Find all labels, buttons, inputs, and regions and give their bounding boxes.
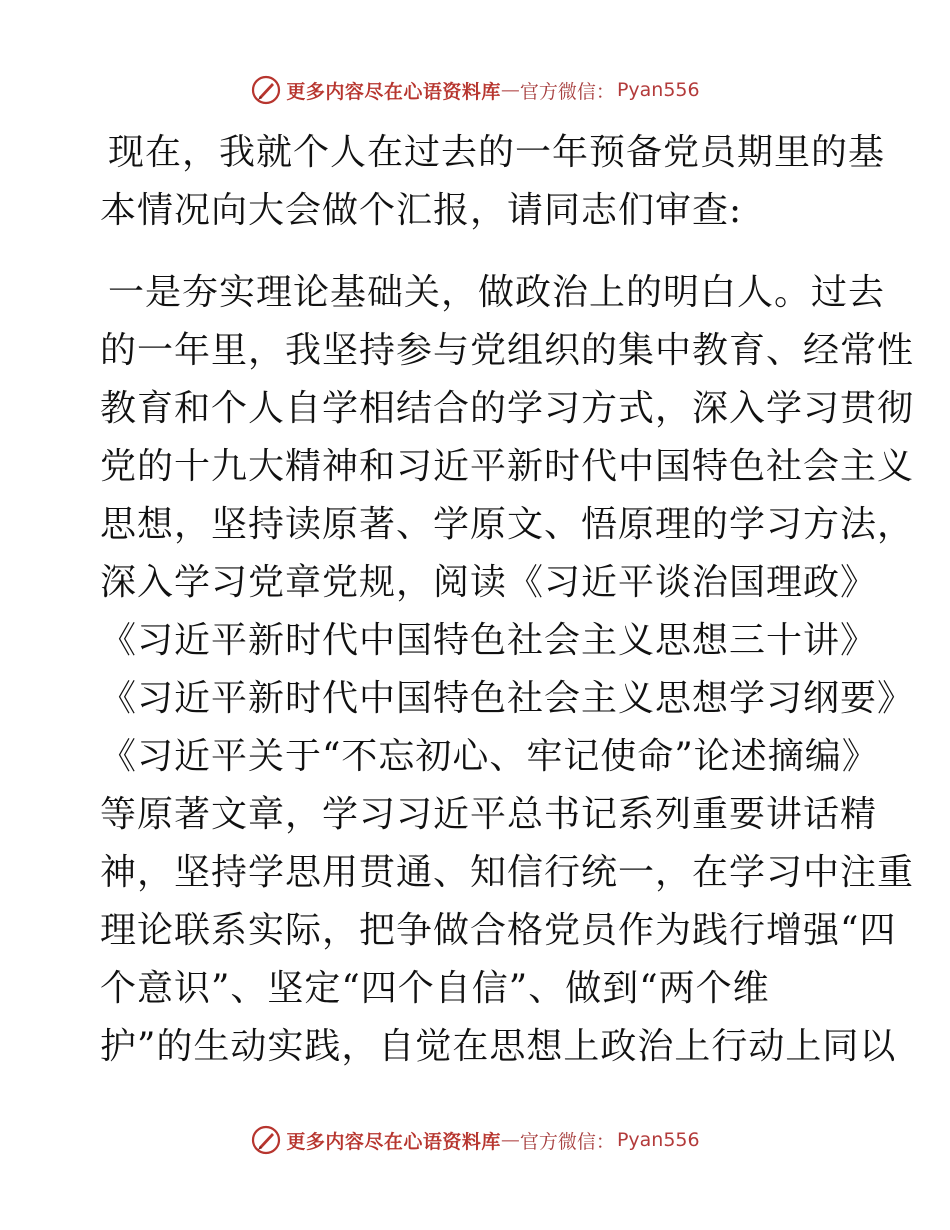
banner-dash: —	[500, 1129, 520, 1151]
quill-pen-logo-icon	[250, 74, 282, 106]
text-line: 神，坚持学思用贯通、知信行统一，在学习中注重	[100, 852, 915, 893]
text-line: 《习近平新时代中国特色社会主义思想三十讲》	[100, 620, 878, 661]
text-line: 教育和个人自学相结合的学习方式，深入学习贯彻	[100, 388, 915, 429]
text-line: 护”的生动实践，自觉在思想上政治上行动上同以	[100, 1026, 897, 1067]
text-line: 现在，我就个人在过去的一年预备党员期里的基	[108, 132, 886, 173]
text-line: 《习近平关于“不忘初心、牢记使命”论述摘编》	[100, 736, 879, 777]
text-line: 《习近平新时代中国特色社会主义思想学习纲要》	[100, 678, 915, 719]
text-line: 等原著文章，学习习近平总书记系列重要讲话精	[100, 794, 878, 835]
banner-wechat-id: Pyan556	[616, 79, 700, 101]
text-line: 本情况向大会做个汇报，请同志们审查:	[100, 190, 743, 231]
banner-dash: —	[500, 79, 520, 101]
banner-wechat-label: 官方微信：	[519, 80, 615, 103]
paragraph-intro	[100, 124, 886, 240]
banner-wechat-label: 官方微信：	[519, 1130, 615, 1153]
text-line: 的一年里，我坚持参与党组织的集中教育、经常性	[100, 330, 915, 371]
text-line: 深入学习党章党规，阅读《习近平谈治国理政》	[100, 562, 878, 603]
banner-wechat-id: Pyan556	[616, 1129, 700, 1151]
text-line: 党的十九大精神和习近平新时代中国特色社会主义	[100, 446, 915, 487]
text-line: 理论联系实际，把争做合格党员作为践行增强“四	[100, 910, 897, 951]
paragraph-theory	[100, 264, 915, 1076]
banner-title: 更多内容尽在心语资料库	[286, 1130, 501, 1153]
banner-title: 更多内容尽在心语资料库	[286, 80, 501, 103]
quill-pen-logo-icon	[250, 1124, 282, 1156]
footer-watermark-banner	[0, 1120, 950, 1160]
paragraph-gap	[100, 240, 860, 264]
text-line: 个意识”、坚定“四个自信”、做到“两个维	[100, 968, 770, 1009]
document-body	[100, 124, 915, 1076]
text-line: 一是夯实理论基础关，做政治上的明白人。过去	[108, 272, 886, 313]
text-line: 思想，坚持读原著、学原文、悟原理的学习方法，	[100, 504, 915, 545]
header-watermark-banner	[0, 70, 950, 110]
